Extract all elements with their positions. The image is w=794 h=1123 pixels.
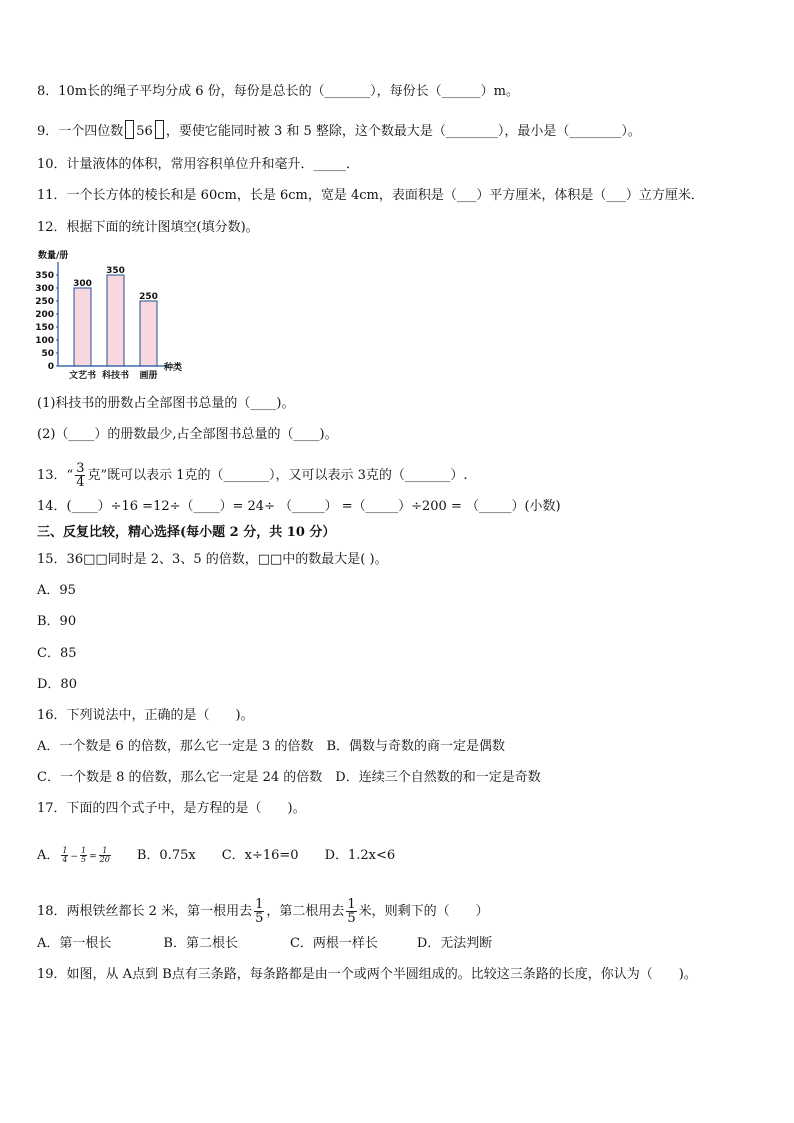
fraction bbox=[80, 847, 87, 864]
y-tick-label: 200 bbox=[35, 310, 54, 320]
question-14: 14．(____）÷16 =12÷（____）= 24÷ （_____） =（_____）÷200 = （_____）(小数) bbox=[37, 499, 561, 514]
question-19: 19．如图，从 A点到 B点有三条路，每条路都是由一个或两个半圆组成的。比较这三条路的长度，你认为（ )。 bbox=[37, 967, 697, 982]
bars bbox=[69, 266, 158, 381]
digit-box bbox=[125, 120, 134, 139]
fraction bbox=[61, 847, 68, 864]
question-13 bbox=[37, 462, 468, 489]
numerator: 1 bbox=[255, 897, 264, 912]
q16-options-row-2[interactable]: C．一个数是 8 的倍数，那么它一定是 24 的倍数 D．连续三个自然数的和一定是奇数 bbox=[37, 770, 541, 785]
y-tick-label: 0 bbox=[47, 362, 54, 372]
y-tick-label: 150 bbox=[35, 323, 54, 333]
y-tick-label: 300 bbox=[35, 284, 54, 294]
question-9 bbox=[37, 120, 641, 140]
q9-text-middle: 56 bbox=[136, 124, 153, 139]
bar-chart bbox=[34, 244, 204, 386]
bar-data-label: 350 bbox=[106, 266, 125, 276]
denominator: 4 bbox=[76, 475, 85, 490]
category-label: 文艺书 bbox=[68, 371, 97, 381]
section-3-heading: 三、反复比较，精心选择(每小题 2 分，共 10 分） bbox=[37, 525, 336, 540]
numerator: 1 bbox=[347, 897, 356, 912]
q17-options bbox=[37, 847, 395, 866]
q15-option-d[interactable]: D．80 bbox=[37, 677, 77, 692]
q18-options[interactable]: A．第一根长 B．第二根长 C．两根一样长 D．无法判断 bbox=[37, 936, 493, 951]
q18-text-middle: ，第二根用去 bbox=[266, 904, 345, 919]
numerator: 1 bbox=[99, 847, 111, 856]
digit-box bbox=[155, 120, 164, 139]
question-12-part-1: (1)科技书的册数占全部图书总量的（____)。 bbox=[37, 396, 295, 411]
fraction bbox=[75, 462, 85, 489]
bar bbox=[74, 288, 91, 366]
bar bbox=[107, 275, 124, 366]
category-label: 画册 bbox=[139, 371, 158, 381]
category-label: 科技书 bbox=[101, 371, 130, 381]
q17-options-b-c-d[interactable]: B．0.75x C．x÷16=0 D．1.2x<6 bbox=[136, 848, 396, 863]
q15-option-a[interactable]: A．95 bbox=[37, 583, 76, 598]
question-8: 8．10m长的绳子平均分成 6 份，每份是总长的（_______），每份长（______）m。 bbox=[37, 84, 520, 99]
question-12: 12．根据下面的统计图填空(填分数)。 bbox=[37, 220, 259, 235]
question-16: 16．下列说法中，正确的是（ )。 bbox=[37, 708, 254, 723]
q18-text-before: 18．两根铁丝都长 2 米，第一根用去 bbox=[37, 904, 253, 919]
numerator: 1 bbox=[81, 846, 87, 855]
y-tick-label: 250 bbox=[35, 297, 54, 307]
question-10: 10．计量液体的体积，常用容积单位升和毫升．_____． bbox=[37, 157, 360, 172]
numerator: 3 bbox=[76, 461, 85, 476]
q18-text-after: 米，则剩下的（ ） bbox=[358, 904, 489, 919]
y-tick-label: 350 bbox=[35, 271, 54, 281]
y-tick-label: 100 bbox=[35, 336, 54, 346]
fraction bbox=[254, 898, 264, 925]
q17-option-a-label[interactable]: A． bbox=[37, 848, 60, 863]
y-tick-label: 50 bbox=[41, 349, 54, 359]
denominator: 4 bbox=[62, 855, 68, 864]
q13-text-before: 13．“ bbox=[37, 468, 74, 483]
denominator: 5 bbox=[347, 911, 356, 926]
fraction bbox=[346, 898, 356, 925]
bar-data-label: 250 bbox=[139, 292, 158, 302]
operator: − bbox=[70, 852, 79, 862]
question-11: 11．一个长方体的棱长和是 60cm，长是 6cm，宽是 4cm，表面积是（___）平方厘米，体积是（___）立方厘米． bbox=[37, 188, 704, 203]
q15-option-b[interactable]: B．90 bbox=[37, 614, 77, 629]
denominator: 20 bbox=[99, 855, 110, 864]
q9-text-after: ，要使它能同时被 3 和 5 整除，这个数最大是（________），最小是（________）。 bbox=[165, 124, 641, 139]
chart-title: 数量/册 bbox=[38, 251, 69, 261]
question-15: 15．36□□同时是 2、3、5 的倍数，□□中的数最大是( )。 bbox=[37, 552, 388, 567]
operator: = bbox=[89, 852, 97, 862]
bar bbox=[140, 301, 157, 366]
q9-text-before: 9．一个四位数 bbox=[37, 124, 124, 139]
denominator: 5 bbox=[255, 911, 264, 926]
question-18 bbox=[37, 898, 489, 925]
x-axis-label: 种类 bbox=[164, 363, 183, 373]
q13-text-after: 克”既可以表示 1克的（_______），又可以表示 3克的（_______）. bbox=[87, 468, 468, 483]
fraction bbox=[99, 847, 111, 864]
q16-options-row-1[interactable]: A．一个数是 6 的倍数，那么它一定是 3 的倍数 B．偶数与奇数的商一定是偶数 bbox=[37, 739, 506, 754]
bar-data-label: 300 bbox=[73, 279, 92, 289]
question-17: 17．下面的四个式子中，是方程的是（ )。 bbox=[37, 801, 306, 816]
numerator: 1 bbox=[62, 846, 68, 855]
denominator: 5 bbox=[81, 855, 87, 864]
y-axis-ticks bbox=[35, 271, 58, 372]
question-12-part-2: (2)（____）的册数最少,占全部图书总量的（____)。 bbox=[37, 427, 338, 442]
q15-option-c[interactable]: C．85 bbox=[37, 646, 77, 661]
